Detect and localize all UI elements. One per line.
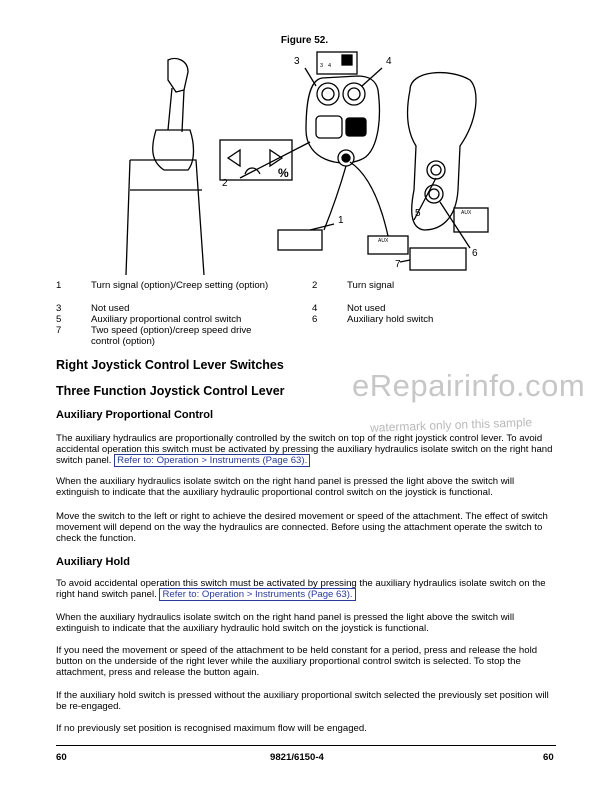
callout-3: 3 <box>294 56 300 67</box>
paragraph: If you need the movement or speed of the attachment to be held constant for a period, press and release the hold button on the underside of the right lever while the auxiliary proportional control switch is selected. To stop the attachment, press and release the button again. <box>56 645 538 679</box>
rocker-switch <box>316 116 342 138</box>
callout-5: 5 <box>415 208 421 219</box>
legend-num: 1 <box>56 280 62 291</box>
legend-num: 2 <box>312 280 318 291</box>
switch-label-3: 3 <box>320 63 324 69</box>
paragraph: If no previously set position is recognised maximum flow will be engaged. <box>56 723 367 734</box>
right-joystick <box>408 73 476 230</box>
topic-heading: Auxiliary Hold <box>56 556 130 568</box>
legend-text: Auxiliary proportional control switch <box>91 314 242 325</box>
footer-page-right: 60 <box>543 752 554 763</box>
two-speed-symbol <box>410 248 466 270</box>
aux-label-2: AUX <box>461 210 472 216</box>
legend-text: Auxiliary hold switch <box>347 314 434 325</box>
callout-1: 1 <box>338 215 344 226</box>
figure-title: Figure 52. <box>280 35 329 46</box>
legend-text: Turn signal (option)/Creep setting (option) <box>91 280 269 291</box>
paragraph <box>56 433 556 467</box>
creep-symbol <box>278 230 322 250</box>
legend-text: Two speed (option)/creep speed drive control (option) <box>91 325 252 347</box>
switch-label-4: 4 <box>328 63 332 69</box>
joystick-figure <box>110 50 510 275</box>
joystick-boot <box>153 130 194 170</box>
legend-text: Turn signal <box>347 280 395 291</box>
joystick-body <box>126 160 204 275</box>
subsection-heading: Three Function Joystick Control Lever <box>56 384 285 398</box>
aux-label-1: AUX <box>378 238 389 244</box>
legend-text: Not used <box>347 303 386 314</box>
paragraph: When the auxiliary hydraulics isolate switch on the right hand panel is pressed the light above the switch will extinguish to indicate that the auxiliary hydraulic proportional control switch on the joystick is functional. <box>56 476 515 499</box>
cross-reference-link[interactable]: Refer to: Operation > Instruments (Page 63). <box>114 454 310 467</box>
paragraph: If the auxiliary hold switch is pressed without the auxiliary proportional switch selected the previously set position will be re-engaged. <box>56 690 549 713</box>
paragraph: Move the switch to the left or right to achieve the desired movement or speed of the attachment. The effect of switch movement will depend on the way the hydraulics are connected. Before using the attachment operate the switch to check the function. <box>56 511 548 545</box>
paragraph-text: To avoid accidental operation this switch must be activated by pressing the auxiliary hydraulics isolate switch on the right hand switch panel. <box>56 578 546 601</box>
legend-num: 4 <box>312 303 318 314</box>
joystick-handle <box>168 59 188 93</box>
watermark-note: watermark only on this sample <box>369 415 533 435</box>
footer-doc-number: 9821/6150-4 <box>270 752 324 763</box>
joystick-shaft <box>168 88 184 132</box>
section-heading: Right Joystick Control Lever Switches <box>56 358 284 372</box>
callout-4: 4 <box>386 56 392 67</box>
topic-heading: Auxiliary Proportional Control <box>56 409 214 421</box>
legend-num: 3 <box>56 303 62 314</box>
legend-num: 6 <box>312 314 318 325</box>
paragraph <box>56 578 556 600</box>
callout-2: 2 <box>222 178 228 189</box>
legend-text: Not used <box>91 303 130 314</box>
callout-6: 6 <box>472 248 478 259</box>
percent-symbol: % <box>278 166 289 180</box>
callout-7: 7 <box>395 259 401 270</box>
legend-num: 7 <box>56 325 62 336</box>
cross-reference-link[interactable]: Refer to: Operation > Instruments (Page 63). <box>159 588 355 601</box>
watermark-brand: eRepairinfo.com <box>352 368 586 403</box>
footer-page-left: 60 <box>56 752 67 763</box>
footer-divider <box>56 745 556 746</box>
paragraph: When the auxiliary hydraulics isolate switch on the right hand panel is pressed the light above the switch will extinguish to indicate that the auxiliary hydraulic hold switch on the joystick is functional. <box>56 612 515 635</box>
legend-num: 5 <box>56 314 62 325</box>
paragraph-text: The auxiliary hydraulics are proportionally controlled by the switch on top of the right joystick control lever. To avoid accidental operation this switch must be activated by pressing the auxiliary hydraulics isolate switch on the right hand switch panel. <box>56 433 553 467</box>
